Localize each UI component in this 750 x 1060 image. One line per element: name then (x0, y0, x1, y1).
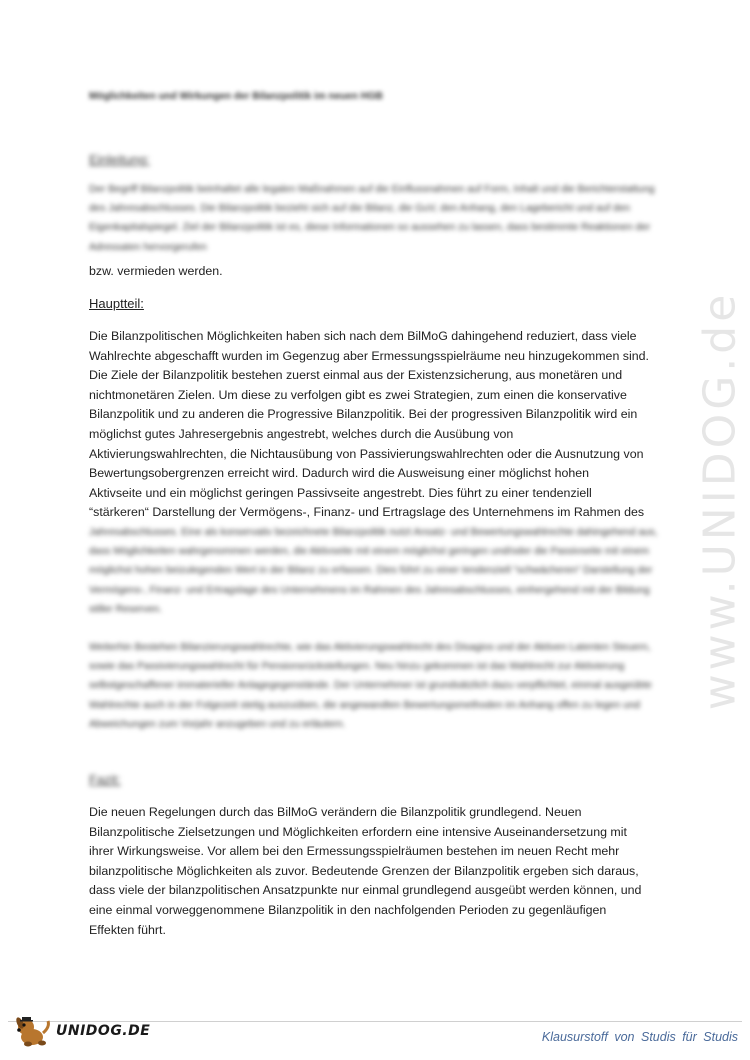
conclusion-line: Die neuen Regelungen durch das BilMoG verändern die Bilanzpolitik grundlegend. Neuen (89, 805, 582, 819)
conclusion-paragraph (89, 803, 664, 940)
main-line: Bilanzpolitik und zu anderen die Progressive Bilanzpolitik. Bei der progressiven Bilanzpolitik wird ein (89, 407, 638, 422)
footer-tagline: Klausurstoff von Studis für Studis (541, 1030, 738, 1044)
conclusion-line: dass viele der bilanzpolitischen Ansatzpunkte nur einmal grundlegend ausgeübt werden können, und (89, 883, 642, 898)
main-blurred-text-1: Jahresabschlusses. Eine als konservativ bezeichnete Bilanzpolitik nutzt Ansatz- und Bewertungswahlrechte dahingehend aus, dass Möglichkeiten wahrgenommen werden, die Aktivseite mit einem möglichst geringen und/oder die Passivseite mit einem möglichst hohen beizulegenden Wert in der Bilanz zu erfassen. Dies führt zu einer tendenziell “schwächeren“ Darstellung der Vermögens-, Finanz- und Ertragslage des Unternehmens im Rahmen des Jahresabschlusses, einhergehend mit der Bildung stiller Reserven. (89, 527, 658, 615)
main-line: Wahlrechte abgeschafft wurden im Gegenzug aber Ermessungsspielräume neu hinzugekommen sind. (89, 348, 649, 363)
unidog-logo[interactable] (14, 1013, 150, 1049)
logo-text: UNIDOG.DE (56, 1023, 151, 1039)
main-line: Aktivierungswahlrechten, die Nichtausübung von Passivierungswahlrechten oder die Ausnutzung von (89, 446, 644, 461)
conclusion-heading: Fazit: (89, 772, 121, 787)
main-line: möglichst gutes Jahresergebnis angestrebt, welches durch die Ausübung von (89, 426, 514, 441)
main-heading: Hauptteil: (89, 296, 144, 311)
conclusion-line: eine einmal vorweggenommene Bilanzpolitik in den nachfolgenden Perioden zu gegenläufigen (89, 902, 607, 917)
conclusion-line: Bilanzpolitische Zielsetzungen und Möglichkeiten erfordern eine intensive Auseinandersetzung mit (89, 824, 627, 839)
main-line: nichtmonetären Zielen. Um diese zu verfolgen gibt es zwei Strategien, zum einen die konservative (89, 387, 627, 402)
intro-visible-tail: bzw. vermieden werden. (89, 264, 223, 278)
document-title: Möglichkeiten und Wirkungen der Bilanzpolitik im neuen HGB (89, 91, 383, 102)
main-paragraph (89, 327, 664, 523)
watermark (690, 250, 750, 750)
main-line: Bewertungsobergrenzen erreicht wird. Dadurch wird die Ausweisung einer möglichst hohen (89, 466, 590, 481)
intro-blurred-text: Der Begriff Bilanzpolitik beinhaltet alle legalen Maßnahmen auf die Einflussnahmen auf Form, Inhalt und die Berichterstattung des Jahresabschlusses. Die Bilanzpolitik bezieht sich auf die Bilanz, die GuV, den Anhang, den Lagebericht und auf den Eigenkapitalspiegel. Ziel der Bilanzpolitik ist es, diese Informationen so aussehen zu lassen, dass bestimmte Reaktionen der Adressaten hervorgerufen (89, 184, 655, 253)
main-line: Die Ziele der Bilanzpolitik bestehen zuerst einmal aus der Existenzsicherung, aus monetären und (89, 368, 623, 383)
conclusion-line: Effekten führt. (89, 922, 166, 937)
watermark-text: www.UNIDOG.de (694, 290, 746, 710)
main-line: Die Bilanzpolitischen Möglichkeiten haben sich nach dem BilMoG dahingehend reduziert, dass viele (89, 329, 637, 343)
main-line: “stärkeren“ Darstellung der Vermögens-, Finanz- und Ertragslage des Unternehmens im Rahmen des (89, 505, 645, 520)
main-line: Aktivseite und ein möglichst geringen Passivseite angestrebt. Dies führt zu einer tendenziell (89, 485, 592, 500)
conclusion-line: bilanzpolitische Möglichkeiten als zuvor. Bedeutende Grenzen der Bilanzpolitik ergeben sich daraus, (89, 863, 639, 878)
conclusion-line: ihrer Wirkungsweise. Vor allem bei den Ermessungsspielräumen bestehen im neuen Recht mehr (89, 844, 620, 859)
dog-mascot-icon (14, 1013, 54, 1049)
intro-heading: Einleitung: (89, 152, 150, 167)
main-blurred-text-2: Weiterhin Bestehen Bilanzierungswahlrechte, wie das Aktivierungswahlrecht des Disagios und der Aktiven Latenten Steuern, sowie das Passivierungswahlrecht für Pensionsrückstellungen. Neu hinzu gekommen ist das Wahlrecht zur Aktivierung selbstgeschaffener immaterieller Anlagegegenstände. Der Unternehmer ist grundsätzlich dazu verpflichtet, einmal ausgeübte Wahlrechte auch in der Folgezeit stetig auszuüben, die angewandten Bewertungsmethoden im Anhang offen zu legen und Abweichungen zum Vorjahr anzugeben und zu erläutern. (89, 642, 652, 730)
